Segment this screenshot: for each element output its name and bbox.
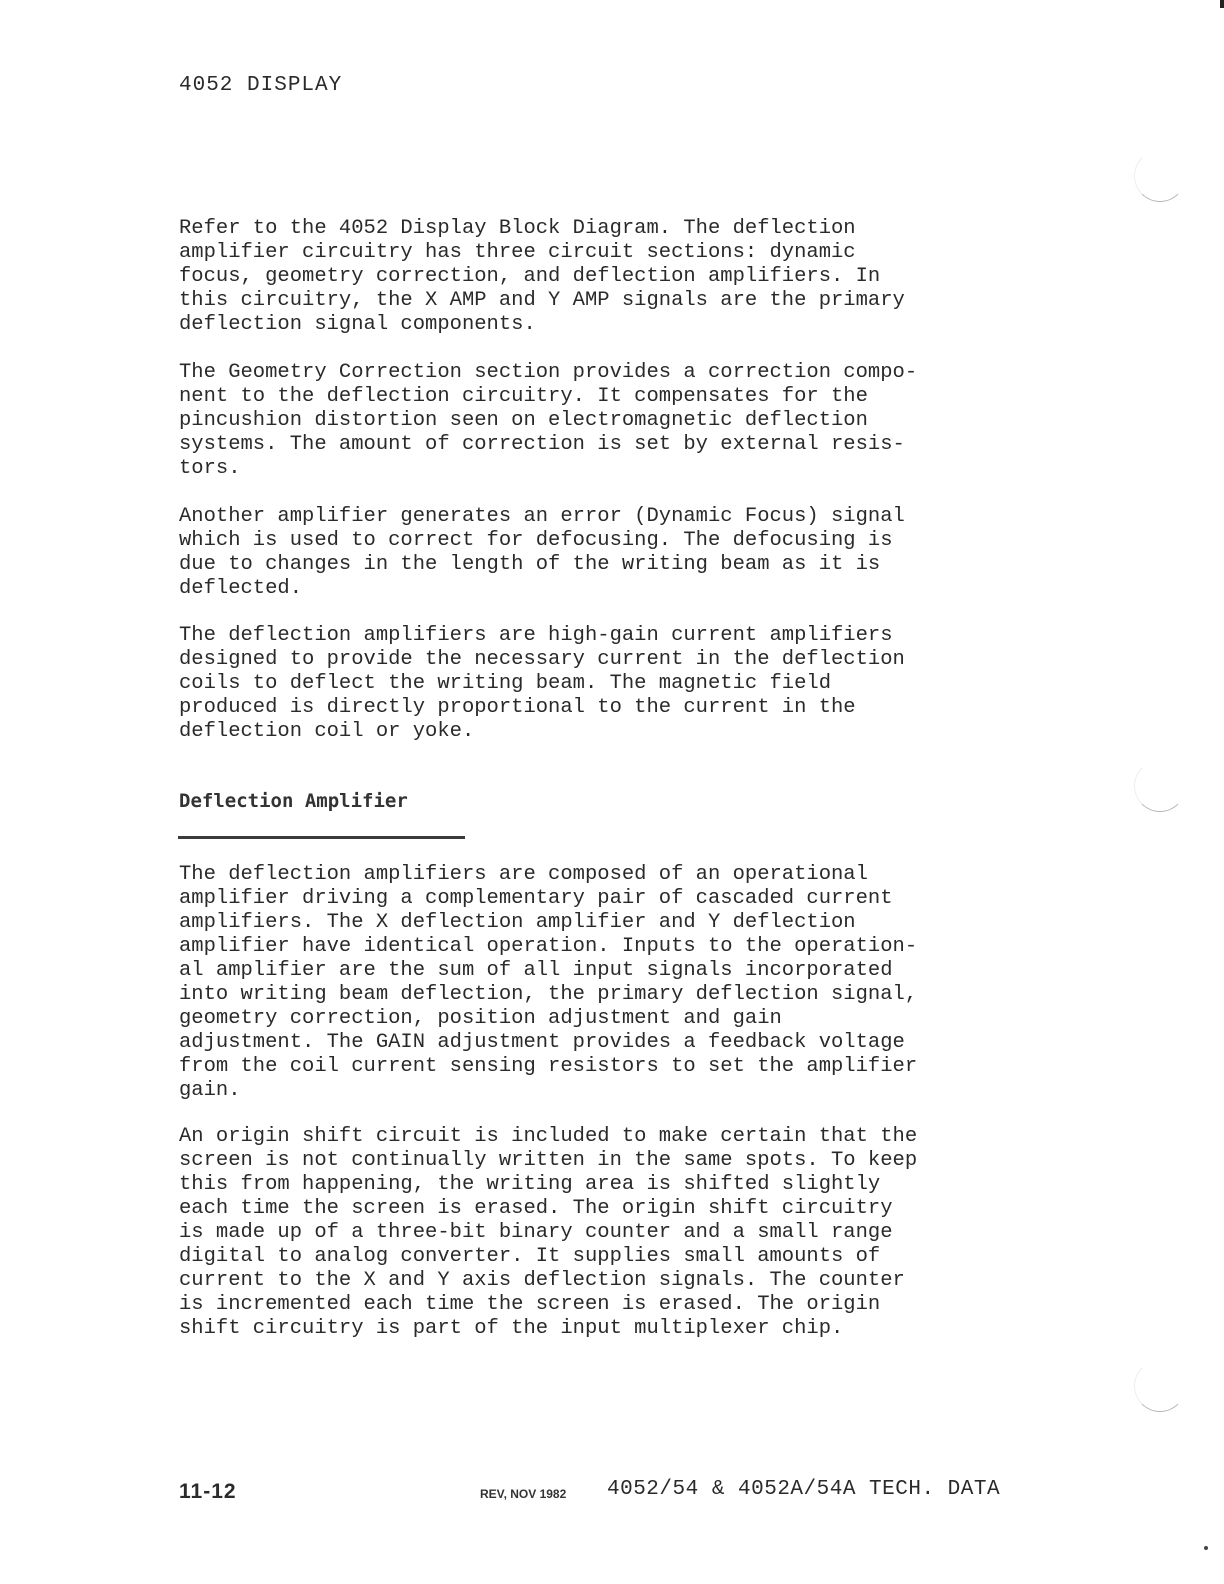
revision-date: REV, NOV 1982 <box>480 1487 567 1501</box>
paragraph-origin-shift: An origin shift circuit is included to make certain that the screen is not continually written in the same spots. To keep this from happening, the writing area is shifted slightly each time the screen is erased. The origin shift circuitry is made up of a three-bit binary counter and a small range digital to analog converter. It supplies small amounts of current to the X and Y axis deflection signals. The counter is incremented each time the screen is erased. The origin shift circuitry is part of the input multiplexer chip. <box>179 1125 918 1340</box>
running-head: 4052 DISPLAY <box>179 74 343 97</box>
scan-edge-mark <box>1220 0 1224 8</box>
paragraph-dynamic-focus: Another amplifier generates an error (Dynamic Focus) signal which is used to correct for defocusing. The defocusing is due to changes in the length of the writing beam as it is deflected. <box>179 505 905 600</box>
paragraph-intro: Refer to the 4052 Display Block Diagram. The deflection amplifier circuitry has three circuit sections: dynamic focus, geometry correction, and deflection amplifiers. In this circuitry, the X AMP and Y AMP signals are the primary deflection signal components. <box>179 217 905 336</box>
paragraph-deflection-amplifiers: The deflection amplifiers are high-gain current amplifiers designed to provide the necessary current in the deflection coils to deflect the writing beam. The magnetic field produced is directly proportional to the current in the deflection coil or yoke. <box>179 624 905 743</box>
paragraph-geometry-correction: The Geometry Correction section provides a correction compo- nent to the deflection circuitry. It compensates for the pincushion distortion seen on electromagnetic deflection systems. The amount of correction is set by external resis- tors. <box>179 361 918 480</box>
binder-hole-shadow <box>1134 760 1186 812</box>
page-number: 11-12 <box>179 1480 237 1503</box>
footer-document-title: 4052/54 & 4052A/54A TECH. DATA <box>607 1478 1001 1501</box>
paragraph-amplifier-composition: The deflection amplifiers are composed of an operational amplifier driving a complementary pair of cascaded current amplifiers. The X deflection amplifier and Y deflection amplifier have identical operation. Inputs to the operation- al amplifier are the sum of all input signals incorporated into writing beam deflection, the primary deflection signal, geometry correction, position adjustment and gain adjustment. The GAIN adjustment provides a feedback voltage from the coil current sensing resistors to set the amplifier gain. <box>179 863 918 1102</box>
binder-hole-shadow <box>1134 1360 1186 1412</box>
binder-hole-shadow <box>1134 150 1186 202</box>
section-heading: Deflection Amplifier <box>179 790 408 812</box>
scan-dot-mark <box>1204 1546 1208 1550</box>
heading-underline <box>178 836 465 839</box>
